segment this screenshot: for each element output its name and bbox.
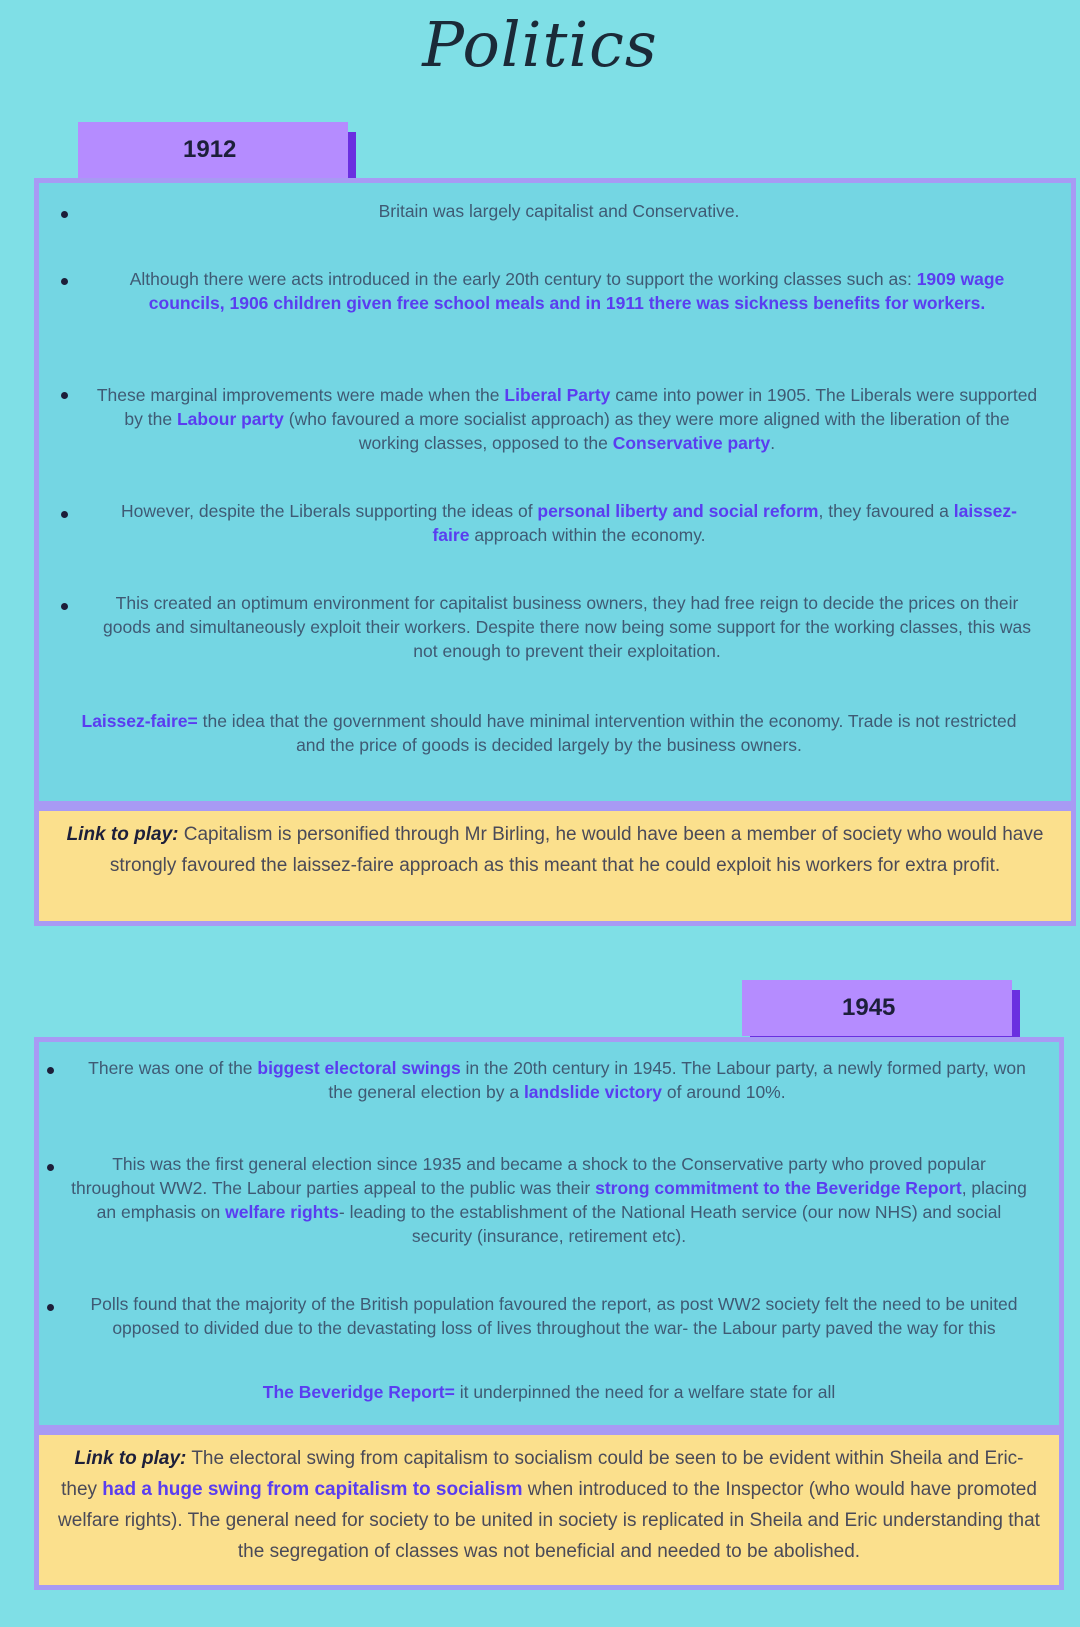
highlight-text: Liberal Party	[504, 385, 611, 405]
link-to-play-1912	[34, 806, 1076, 926]
bullet-text: Britain was largely capitalist and Conservative.	[378, 201, 740, 221]
bullet-text: There was one of the biggest electoral swings in the 20th century in 1945. The Labour party, a newly formed party, won the general election by a landslide victory of around 10%.	[88, 1058, 1026, 1102]
bullet-dot-icon	[61, 603, 68, 610]
bullet-text: Although there were acts introduced in the early 20th century to support the working classes such as: 1909 wage councils, 1906 children given free school meals and in 1911 there was sickness benefits for workers.	[129, 269, 1005, 313]
highlight-text: Labour party	[176, 409, 284, 429]
bullet-dot-icon	[61, 392, 68, 399]
year-tab-1912	[78, 122, 348, 178]
year-tab-1945	[742, 980, 1012, 1036]
bullet-dot-icon	[47, 1164, 54, 1171]
link-label: Link to play:	[74, 1448, 187, 1469]
highlight-text: biggest electoral swings	[257, 1058, 461, 1078]
section-1945	[34, 1037, 1064, 1430]
highlight-text: landslide victory	[523, 1082, 663, 1102]
highlight-text: laissez- faire	[432, 501, 1017, 545]
link-text: The electoral swing from capitalism to socialism could be seen to be evident within Sheila and Eric- they	[61, 1448, 1024, 1500]
link-label: Link to play:	[66, 824, 179, 845]
link-text: Capitalism is personified through Mr Birling, he would have been a member of society who would have strongly favoured the laissez-faire approach as this meant that he could exploit his workers for extra profit.	[109, 824, 1044, 876]
highlight-text: Conservative party	[612, 433, 771, 453]
bullet-dot-icon	[61, 511, 68, 518]
highlight-text: personal liberty and social reform	[537, 501, 819, 521]
definition-text: it underpinned the need for a welfare state for all	[454, 1382, 836, 1402]
bullet-dot-icon	[61, 278, 68, 285]
bullet-text: Polls found that the majority of the British population favoured the report, as post WW2 society felt the need to be united opposed to divided due to the devastating loss of lives throughout the war- the Labour party paved the way for this	[90, 1294, 1018, 1338]
highlight-text: had a huge swing from capitalism to socialism	[102, 1479, 523, 1500]
bullet-text: This was the first general election since 1935 and became a shock to the Conservative party who proved popular throughout WW2. The Labour parties appeal to the public was their strong commitment to the Beveridge Report, placing an emphasis on welfare rights- leading to the establishment of the National Heath service (our now NHS) and social security (insurance, retirement etc).	[71, 1154, 1027, 1246]
year-label: 1912	[183, 136, 237, 163]
bullet-dot-icon	[61, 211, 68, 218]
bullet-text: However, despite the Liberals supporting the ideas of personal liberty and social reform, they favoured a laissez- faire approach within the economy.	[121, 501, 1017, 545]
year-label: 1945	[842, 994, 896, 1021]
definition-beveridge-report	[69, 1380, 1029, 1404]
definition-term: The Beveridge Report=	[262, 1382, 455, 1402]
bullet-dot-icon	[47, 1067, 54, 1074]
highlight-text: strong commitment to the Beveridge Report	[595, 1178, 962, 1198]
link-text: when introduced to the Inspector (who would have promoted welfare rights). The general need for society to be united in society is replicated in Sheila and Eric understanding that the segregation of classes was not beneficial and needed to be abolished.	[58, 1479, 1040, 1562]
bullet-dot-icon	[47, 1304, 54, 1311]
bullet-text: This created an optimum environment for capitalist business owners, they had free reign to decide the prices on their goods and simultaneously exploit their workers. Despite there now being some support for the working classes, this was not enough to prevent their exploitation.	[103, 593, 1031, 661]
page-title: Politics	[422, 8, 658, 81]
highlight-text: welfare rights	[225, 1202, 339, 1222]
bullet-text: These marginal improvements were made when the Liberal Party came into power in 1905. The Liberals were supported by the Labour party (who favoured a more socialist approach) as they were more aligned with the liberation of the working classes, opposed to the Conservative party.	[96, 385, 1038, 453]
highlight-text: 1909 wage councils, 1906 children given free school meals and in 1911 there was sickness benefits for workers.	[148, 269, 1005, 313]
definition-term: Laissez-faire=	[81, 711, 198, 731]
definition-text: the idea that the government should have minimal intervention within the economy. Trade is not restricted and the price of goods is decided largely by the business owners.	[197, 711, 1017, 755]
link-to-play-1945	[34, 1430, 1064, 1590]
definition-laissez-faire	[69, 709, 1029, 757]
section-1912	[34, 178, 1076, 806]
